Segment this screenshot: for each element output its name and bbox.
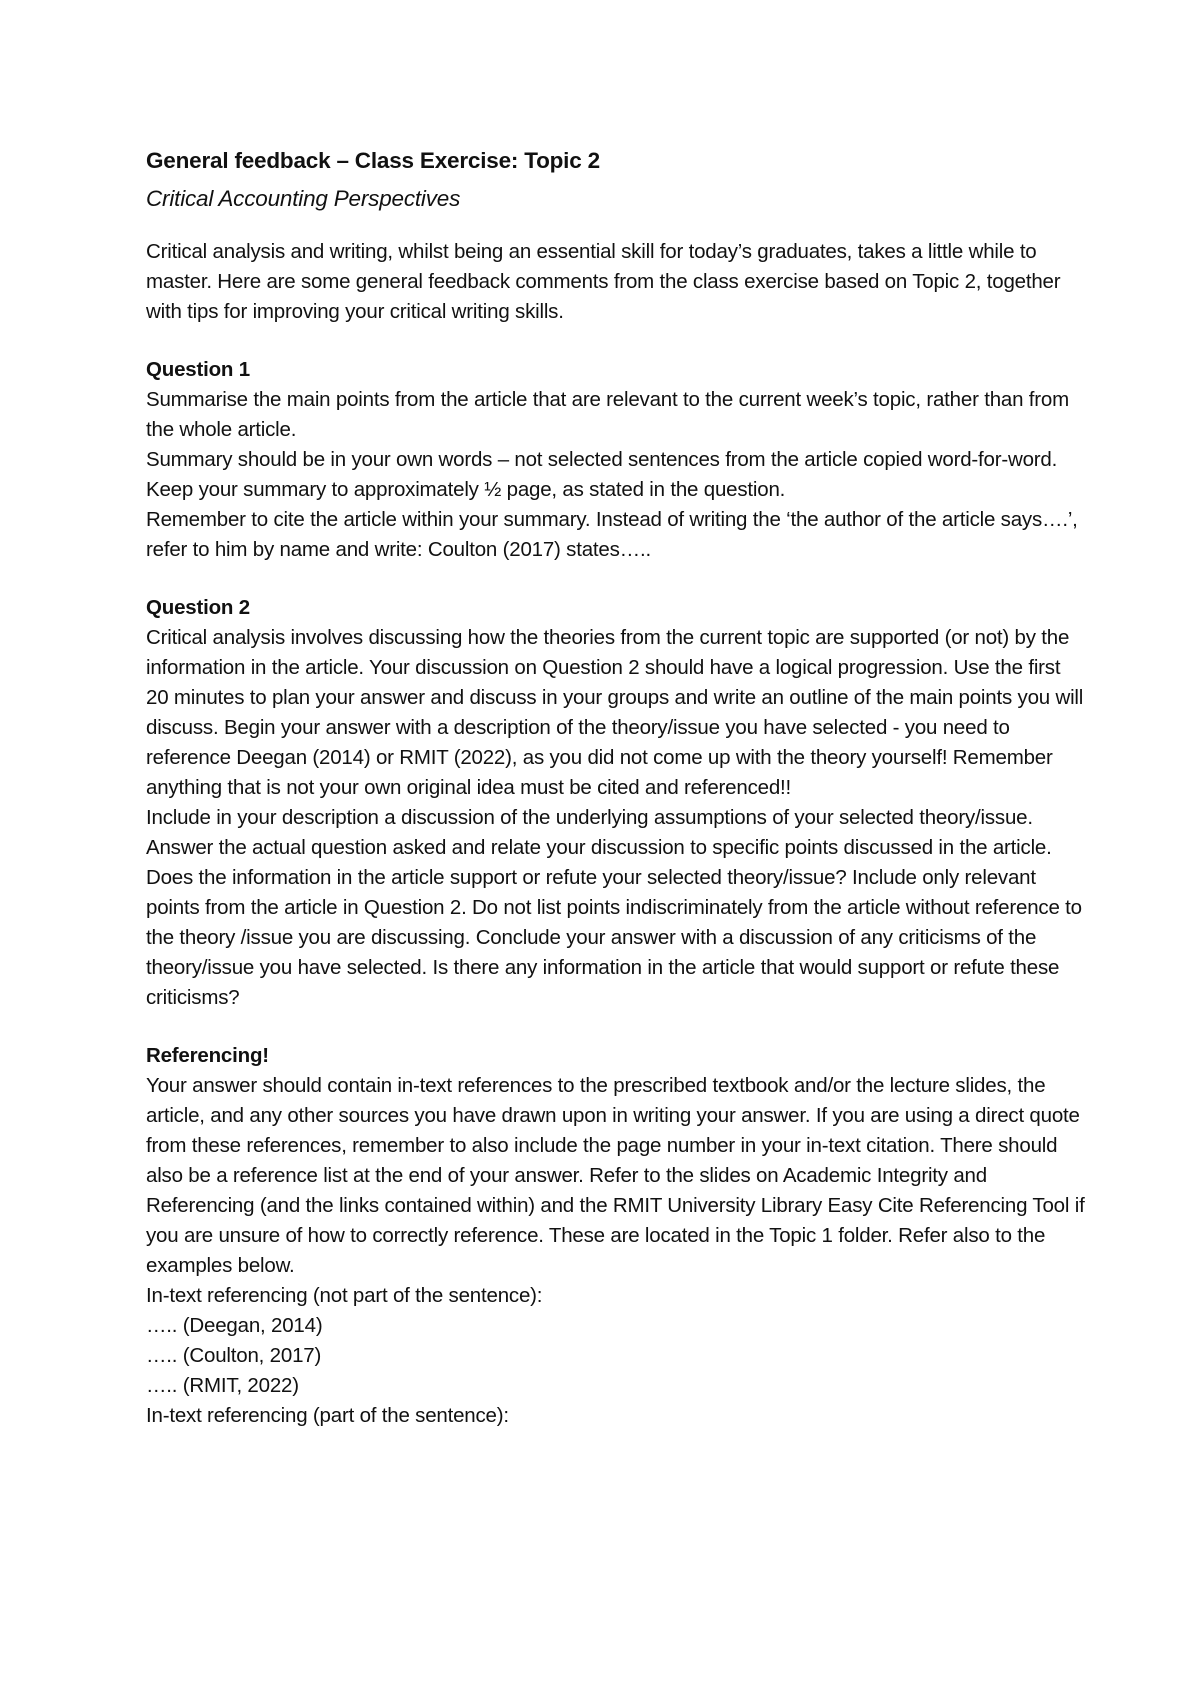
question-2-point: Critical analysis involves discussing how the theories from the current topic are supported (or not) by the information in the article. Your discussion on Question 2 should have a logical progression. Use the first 20 minutes to plan your answer and discuss in your groups and write an outline of the main points you will discuss. Begin your answer with a description of the theory/issue you have selected - you need to reference Deegan (2014) or RMIT (2022), as you did not come up with the theory yourself! Remember anything that is not your own original idea must be cited and referenced!! bbox=[146, 626, 1084, 799]
intro-paragraph: Critical analysis and writing, whilst being an essential skill for today’s graduates, takes a little while to master. Here are some general feedback comments from the class exercise based on Topic 2, together with tips for improving your critical writing skills. bbox=[146, 240, 1061, 323]
question-1-point: Remember to cite the article within your summary. Instead of writing the ‘the author of the article says….’, refer to him by name and write: Coulton (2017) states….. bbox=[146, 508, 1078, 561]
part-of-sentence-label: In-text referencing (part of the sentence): bbox=[146, 1404, 509, 1427]
question-2-section bbox=[146, 593, 1086, 1013]
question-1-point: Summarise the main points from the article that are relevant to the current week’s topic, rather than from the whole article. bbox=[146, 388, 1069, 441]
question-1-point: Keep your summary to approximately ½ page, as stated in the question. bbox=[146, 478, 786, 501]
question-2-point: Answer the actual question asked and relate your discussion to specific points discussed in the article. Does the information in the article support or refute your selected theory/issue? Include only relevant points from the article in Question 2. Do not list points indiscriminately from the article without reference to the theory /issue you are discussing. Conclude your answer with a discussion of any criticisms of the theory/issue you have selected. Is there any information in the article that would support or refute these criticisms? bbox=[146, 836, 1082, 1009]
question-1-heading: Question 1 bbox=[146, 358, 250, 381]
reference-example: ….. (Deegan, 2014) bbox=[146, 1314, 323, 1337]
not-part-of-sentence-label: In-text referencing (not part of the sentence): bbox=[146, 1284, 543, 1307]
document-title: General feedback – Class Exercise: Topic 2 bbox=[146, 148, 600, 173]
document-subtitle: Critical Accounting Perspectives bbox=[146, 186, 461, 211]
question-1-section bbox=[146, 355, 1086, 565]
question-2-point: Include in your description a discussion of the underlying assumptions of your selected theory/issue. bbox=[146, 806, 1033, 829]
question-2-heading: Question 2 bbox=[146, 596, 250, 619]
question-1-point: Summary should be in your own words – not selected sentences from the article copied word-for-word. bbox=[146, 448, 1058, 471]
document-page bbox=[146, 146, 1086, 1431]
reference-example: ….. (Coulton, 2017) bbox=[146, 1344, 322, 1367]
referencing-heading: Referencing! bbox=[146, 1044, 269, 1067]
referencing-paragraph: Your answer should contain in-text references to the prescribed textbook and/or the lecture slides, the article, and any other sources you have drawn upon in writing your answer. If you are using a direct quote from these references, remember to also include the page number in your in-text citation. There should also be a reference list at the end of your answer. Refer to the slides on Academic Integrity and Referencing (and the links contained within) and the RMIT University Library Easy Cite Referencing Tool if you are unsure of how to correctly reference. These are located in the Topic 1 folder. Refer also to the examples below. bbox=[146, 1074, 1085, 1277]
reference-example: ….. (RMIT, 2022) bbox=[146, 1374, 299, 1397]
referencing-section bbox=[146, 1041, 1086, 1431]
